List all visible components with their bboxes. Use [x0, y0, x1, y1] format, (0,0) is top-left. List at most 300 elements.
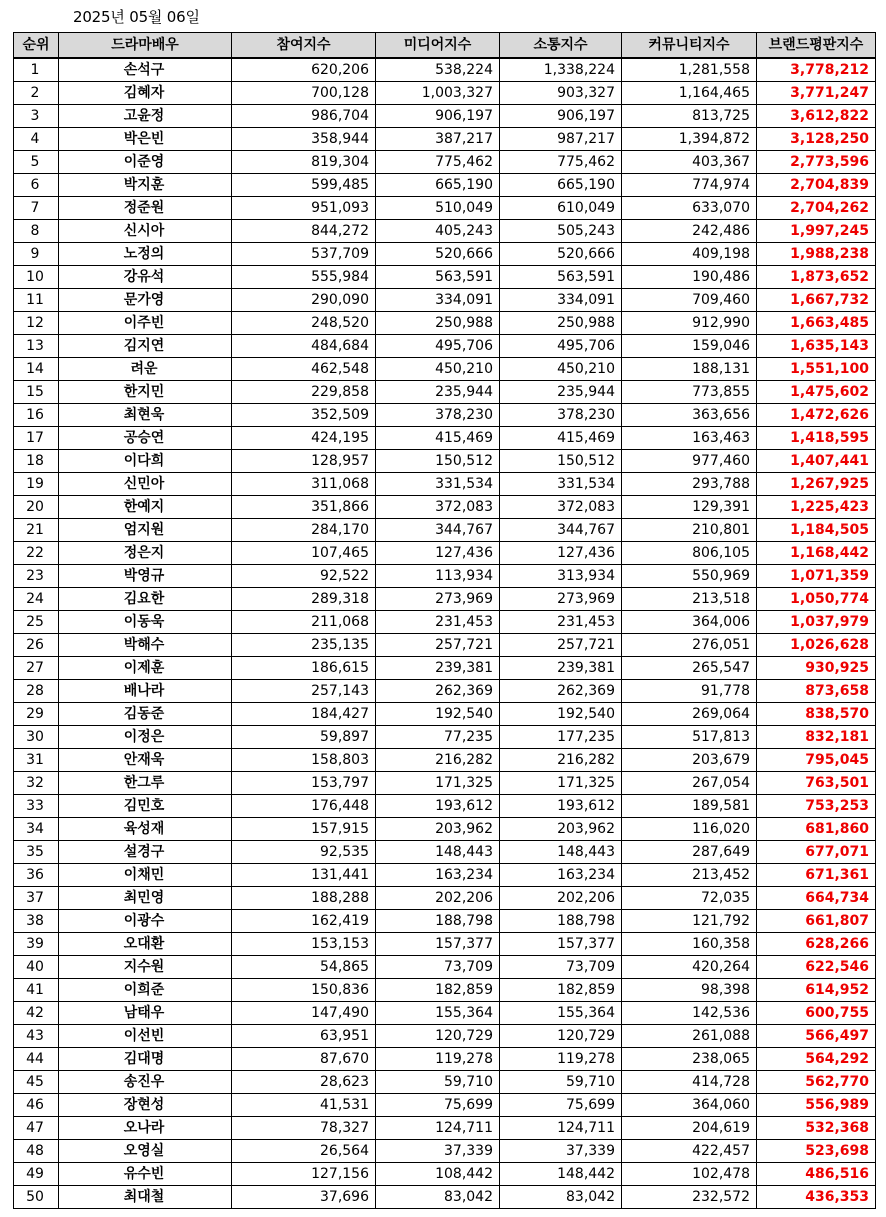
- cell-community-index: 189,581: [622, 795, 757, 818]
- table-row: [14, 657, 876, 680]
- cell-brand-reputation-index: 3,771,247: [757, 82, 876, 105]
- cell-brand-reputation-index: 2,704,262: [757, 197, 876, 220]
- cell-participation-index: 184,427: [232, 703, 376, 726]
- cell-rank: 16: [14, 404, 59, 427]
- table-row: [14, 979, 876, 1002]
- cell-actor-name: 엄지원: [59, 519, 232, 542]
- cell-brand-reputation-index: 562,770: [757, 1071, 876, 1094]
- cell-media-index: 257,721: [376, 634, 500, 657]
- cell-actor-name: 신민아: [59, 473, 232, 496]
- header-media-index: 미디어지수: [376, 33, 500, 59]
- cell-participation-index: 229,858: [232, 381, 376, 404]
- cell-actor-name: 공승연: [59, 427, 232, 450]
- cell-brand-reputation-index: 1,071,359: [757, 565, 876, 588]
- cell-community-index: 203,679: [622, 749, 757, 772]
- cell-brand-reputation-index: 566,497: [757, 1025, 876, 1048]
- cell-participation-index: 257,143: [232, 680, 376, 703]
- cell-actor-name: 이광수: [59, 910, 232, 933]
- cell-rank: 43: [14, 1025, 59, 1048]
- table-row: [14, 473, 876, 496]
- report-date: 2025년 05월 06일: [73, 8, 200, 26]
- cell-rank: 3: [14, 105, 59, 128]
- cell-communication-index: 378,230: [500, 404, 622, 427]
- cell-participation-index: 28,623: [232, 1071, 376, 1094]
- cell-participation-index: 290,090: [232, 289, 376, 312]
- cell-community-index: 210,801: [622, 519, 757, 542]
- cell-community-index: 267,054: [622, 772, 757, 795]
- cell-rank: 2: [14, 82, 59, 105]
- table-row: [14, 82, 876, 105]
- table-row: [14, 381, 876, 404]
- cell-brand-reputation-index: 1,026,628: [757, 634, 876, 657]
- cell-media-index: 231,453: [376, 611, 500, 634]
- cell-communication-index: 203,962: [500, 818, 622, 841]
- table-row: [14, 1163, 876, 1186]
- cell-participation-index: 462,548: [232, 358, 376, 381]
- cell-communication-index: 775,462: [500, 151, 622, 174]
- cell-media-index: 331,534: [376, 473, 500, 496]
- cell-rank: 13: [14, 335, 59, 358]
- cell-community-index: 163,463: [622, 427, 757, 450]
- table-row: [14, 1025, 876, 1048]
- cell-participation-index: 484,684: [232, 335, 376, 358]
- cell-actor-name: 박은빈: [59, 128, 232, 151]
- cell-community-index: 238,065: [622, 1048, 757, 1071]
- cell-communication-index: 331,534: [500, 473, 622, 496]
- cell-community-index: 188,131: [622, 358, 757, 381]
- cell-participation-index: 54,865: [232, 956, 376, 979]
- cell-actor-name: 안재욱: [59, 749, 232, 772]
- cell-community-index: 422,457: [622, 1140, 757, 1163]
- cell-media-index: 415,469: [376, 427, 500, 450]
- cell-rank: 4: [14, 128, 59, 151]
- cell-media-index: 73,709: [376, 956, 500, 979]
- cell-media-index: 155,364: [376, 1002, 500, 1025]
- cell-brand-reputation-index: 2,773,596: [757, 151, 876, 174]
- table-row: [14, 933, 876, 956]
- cell-participation-index: 844,272: [232, 220, 376, 243]
- cell-participation-index: 537,709: [232, 243, 376, 266]
- cell-participation-index: 176,448: [232, 795, 376, 818]
- cell-participation-index: 128,957: [232, 450, 376, 473]
- table-row: [14, 726, 876, 749]
- cell-brand-reputation-index: 2,704,839: [757, 174, 876, 197]
- header-participation-index: 참여지수: [232, 33, 376, 59]
- cell-actor-name: 한그루: [59, 772, 232, 795]
- cell-actor-name: 노정의: [59, 243, 232, 266]
- cell-communication-index: 313,934: [500, 565, 622, 588]
- cell-brand-reputation-index: 628,266: [757, 933, 876, 956]
- cell-brand-reputation-index: 600,755: [757, 1002, 876, 1025]
- cell-rank: 35: [14, 841, 59, 864]
- cell-community-index: 517,813: [622, 726, 757, 749]
- table-row: [14, 519, 876, 542]
- cell-media-index: 665,190: [376, 174, 500, 197]
- cell-community-index: 276,051: [622, 634, 757, 657]
- table-body: [14, 58, 876, 1209]
- cell-media-index: 216,282: [376, 749, 500, 772]
- cell-community-index: 265,547: [622, 657, 757, 680]
- cell-communication-index: 177,235: [500, 726, 622, 749]
- cell-rank: 10: [14, 266, 59, 289]
- cell-communication-index: 563,591: [500, 266, 622, 289]
- cell-rank: 33: [14, 795, 59, 818]
- cell-communication-index: 163,234: [500, 864, 622, 887]
- cell-brand-reputation-index: 661,807: [757, 910, 876, 933]
- table-row: [14, 1071, 876, 1094]
- cell-media-index: 150,512: [376, 450, 500, 473]
- table-row: [14, 404, 876, 427]
- header-row: [14, 33, 876, 59]
- table-row: [14, 634, 876, 657]
- cell-participation-index: 107,465: [232, 542, 376, 565]
- cell-community-index: 102,478: [622, 1163, 757, 1186]
- cell-community-index: 813,725: [622, 105, 757, 128]
- cell-brand-reputation-index: 532,368: [757, 1117, 876, 1140]
- cell-actor-name: 이제훈: [59, 657, 232, 680]
- cell-communication-index: 344,767: [500, 519, 622, 542]
- cell-brand-reputation-index: 486,516: [757, 1163, 876, 1186]
- cell-actor-name: 이동욱: [59, 611, 232, 634]
- table-row: [14, 565, 876, 588]
- cell-actor-name: 오대환: [59, 933, 232, 956]
- cell-rank: 44: [14, 1048, 59, 1071]
- cell-rank: 27: [14, 657, 59, 680]
- cell-rank: 42: [14, 1002, 59, 1025]
- table-row: [14, 1117, 876, 1140]
- cell-participation-index: 78,327: [232, 1117, 376, 1140]
- cell-community-index: 403,367: [622, 151, 757, 174]
- table-row: [14, 289, 876, 312]
- cell-rank: 30: [14, 726, 59, 749]
- cell-media-index: 334,091: [376, 289, 500, 312]
- table-row: [14, 1140, 876, 1163]
- cell-brand-reputation-index: 1,988,238: [757, 243, 876, 266]
- cell-actor-name: 최민영: [59, 887, 232, 910]
- cell-participation-index: 555,984: [232, 266, 376, 289]
- cell-media-index: 538,224: [376, 58, 500, 82]
- cell-actor-name: 박지훈: [59, 174, 232, 197]
- cell-brand-reputation-index: 873,658: [757, 680, 876, 703]
- cell-brand-reputation-index: 1,472,626: [757, 404, 876, 427]
- cell-participation-index: 186,615: [232, 657, 376, 680]
- cell-media-index: 202,206: [376, 887, 500, 910]
- cell-participation-index: 153,153: [232, 933, 376, 956]
- table-row: [14, 312, 876, 335]
- table-row: [14, 151, 876, 174]
- cell-community-index: 98,398: [622, 979, 757, 1002]
- cell-rank: 5: [14, 151, 59, 174]
- cell-rank: 19: [14, 473, 59, 496]
- cell-community-index: 269,064: [622, 703, 757, 726]
- cell-brand-reputation-index: 1,267,925: [757, 473, 876, 496]
- cell-communication-index: 415,469: [500, 427, 622, 450]
- cell-actor-name: 강유석: [59, 266, 232, 289]
- table-row: [14, 496, 876, 519]
- cell-media-index: 250,988: [376, 312, 500, 335]
- table-row: [14, 266, 876, 289]
- cell-rank: 36: [14, 864, 59, 887]
- table-row: [14, 174, 876, 197]
- cell-brand-reputation-index: 763,501: [757, 772, 876, 795]
- cell-brand-reputation-index: 1,873,652: [757, 266, 876, 289]
- cell-media-index: 563,591: [376, 266, 500, 289]
- cell-community-index: 364,006: [622, 611, 757, 634]
- cell-actor-name: 설경구: [59, 841, 232, 864]
- cell-participation-index: 358,944: [232, 128, 376, 151]
- cell-community-index: 142,536: [622, 1002, 757, 1025]
- cell-community-index: 1,394,872: [622, 128, 757, 151]
- cell-participation-index: 188,288: [232, 887, 376, 910]
- cell-actor-name: 이희준: [59, 979, 232, 1002]
- cell-media-index: 450,210: [376, 358, 500, 381]
- table-row: [14, 818, 876, 841]
- cell-rank: 31: [14, 749, 59, 772]
- cell-participation-index: 127,156: [232, 1163, 376, 1186]
- cell-actor-name: 김민호: [59, 795, 232, 818]
- cell-media-index: 372,083: [376, 496, 500, 519]
- cell-media-index: 182,859: [376, 979, 500, 1002]
- table-row: [14, 795, 876, 818]
- cell-brand-reputation-index: 930,925: [757, 657, 876, 680]
- cell-actor-name: 오영실: [59, 1140, 232, 1163]
- cell-actor-name: 장현성: [59, 1094, 232, 1117]
- cell-media-index: 188,798: [376, 910, 500, 933]
- cell-community-index: 550,969: [622, 565, 757, 588]
- cell-rank: 12: [14, 312, 59, 335]
- cell-brand-reputation-index: 795,045: [757, 749, 876, 772]
- cell-rank: 18: [14, 450, 59, 473]
- cell-brand-reputation-index: 1,225,423: [757, 496, 876, 519]
- cell-media-index: 405,243: [376, 220, 500, 243]
- cell-rank: 26: [14, 634, 59, 657]
- cell-media-index: 192,540: [376, 703, 500, 726]
- cell-participation-index: 162,419: [232, 910, 376, 933]
- cell-community-index: 1,281,558: [622, 58, 757, 82]
- cell-rank: 21: [14, 519, 59, 542]
- cell-communication-index: 216,282: [500, 749, 622, 772]
- cell-community-index: 293,788: [622, 473, 757, 496]
- cell-actor-name: 려운: [59, 358, 232, 381]
- cell-communication-index: 148,442: [500, 1163, 622, 1186]
- table-row: [14, 887, 876, 910]
- cell-actor-name: 이주빈: [59, 312, 232, 335]
- table-row: [14, 611, 876, 634]
- table-row: [14, 358, 876, 381]
- cell-rank: 24: [14, 588, 59, 611]
- cell-brand-reputation-index: 832,181: [757, 726, 876, 749]
- cell-community-index: 129,391: [622, 496, 757, 519]
- cell-participation-index: 235,135: [232, 634, 376, 657]
- cell-rank: 1: [14, 58, 59, 82]
- cell-participation-index: 248,520: [232, 312, 376, 335]
- cell-communication-index: 262,369: [500, 680, 622, 703]
- table-row: [14, 1094, 876, 1117]
- cell-actor-name: 이선빈: [59, 1025, 232, 1048]
- cell-participation-index: 158,803: [232, 749, 376, 772]
- cell-community-index: 773,855: [622, 381, 757, 404]
- table-row: [14, 243, 876, 266]
- cell-communication-index: 124,711: [500, 1117, 622, 1140]
- cell-media-index: 37,339: [376, 1140, 500, 1163]
- table-row: [14, 772, 876, 795]
- cell-rank: 7: [14, 197, 59, 220]
- cell-actor-name: 이채민: [59, 864, 232, 887]
- cell-communication-index: 987,217: [500, 128, 622, 151]
- cell-rank: 41: [14, 979, 59, 1002]
- cell-participation-index: 63,951: [232, 1025, 376, 1048]
- cell-actor-name: 박영규: [59, 565, 232, 588]
- cell-brand-reputation-index: 1,667,732: [757, 289, 876, 312]
- cell-communication-index: 171,325: [500, 772, 622, 795]
- cell-media-index: 906,197: [376, 105, 500, 128]
- cell-media-index: 193,612: [376, 795, 500, 818]
- cell-community-index: 977,460: [622, 450, 757, 473]
- cell-brand-reputation-index: 681,860: [757, 818, 876, 841]
- cell-communication-index: 372,083: [500, 496, 622, 519]
- cell-community-index: 190,486: [622, 266, 757, 289]
- cell-communication-index: 193,612: [500, 795, 622, 818]
- cell-rank: 14: [14, 358, 59, 381]
- cell-participation-index: 41,531: [232, 1094, 376, 1117]
- cell-community-index: 709,460: [622, 289, 757, 312]
- cell-brand-reputation-index: 614,952: [757, 979, 876, 1002]
- table-row: [14, 1002, 876, 1025]
- cell-actor-name: 정은지: [59, 542, 232, 565]
- cell-participation-index: 284,170: [232, 519, 376, 542]
- table-row: [14, 588, 876, 611]
- table-row: [14, 841, 876, 864]
- cell-communication-index: 120,729: [500, 1025, 622, 1048]
- cell-communication-index: 903,327: [500, 82, 622, 105]
- cell-media-index: 520,666: [376, 243, 500, 266]
- cell-brand-reputation-index: 838,570: [757, 703, 876, 726]
- cell-media-index: 378,230: [376, 404, 500, 427]
- cell-rank: 50: [14, 1186, 59, 1209]
- table-row: [14, 1048, 876, 1071]
- cell-actor-name: 김혜자: [59, 82, 232, 105]
- cell-community-index: 1,164,465: [622, 82, 757, 105]
- cell-actor-name: 문가영: [59, 289, 232, 312]
- cell-brand-reputation-index: 1,551,100: [757, 358, 876, 381]
- table-row: [14, 335, 876, 358]
- cell-communication-index: 75,699: [500, 1094, 622, 1117]
- cell-participation-index: 311,068: [232, 473, 376, 496]
- cell-participation-index: 157,915: [232, 818, 376, 841]
- cell-communication-index: 119,278: [500, 1048, 622, 1071]
- cell-brand-reputation-index: 677,071: [757, 841, 876, 864]
- cell-actor-name: 이준영: [59, 151, 232, 174]
- cell-media-index: 510,049: [376, 197, 500, 220]
- cell-communication-index: 231,453: [500, 611, 622, 634]
- cell-rank: 37: [14, 887, 59, 910]
- table-row: [14, 680, 876, 703]
- cell-participation-index: 92,522: [232, 565, 376, 588]
- cell-community-index: 204,619: [622, 1117, 757, 1140]
- cell-media-index: 59,710: [376, 1071, 500, 1094]
- cell-community-index: 409,198: [622, 243, 757, 266]
- cell-brand-reputation-index: 1,635,143: [757, 335, 876, 358]
- cell-participation-index: 87,670: [232, 1048, 376, 1071]
- cell-rank: 29: [14, 703, 59, 726]
- cell-rank: 28: [14, 680, 59, 703]
- table-row: [14, 910, 876, 933]
- table-header: [14, 33, 876, 59]
- header-communication-index: 소통지수: [500, 33, 622, 59]
- cell-brand-reputation-index: 1,168,442: [757, 542, 876, 565]
- table-row: [14, 749, 876, 772]
- cell-community-index: 261,088: [622, 1025, 757, 1048]
- cell-brand-reputation-index: 1,418,595: [757, 427, 876, 450]
- cell-actor-name: 육성재: [59, 818, 232, 841]
- cell-participation-index: 700,128: [232, 82, 376, 105]
- cell-communication-index: 155,364: [500, 1002, 622, 1025]
- cell-rank: 17: [14, 427, 59, 450]
- cell-participation-index: 211,068: [232, 611, 376, 634]
- cell-media-index: 1,003,327: [376, 82, 500, 105]
- cell-brand-reputation-index: 664,734: [757, 887, 876, 910]
- cell-community-index: 242,486: [622, 220, 757, 243]
- cell-rank: 25: [14, 611, 59, 634]
- cell-actor-name: 김대명: [59, 1048, 232, 1071]
- cell-community-index: 121,792: [622, 910, 757, 933]
- cell-media-index: 163,234: [376, 864, 500, 887]
- cell-rank: 34: [14, 818, 59, 841]
- cell-community-index: 91,778: [622, 680, 757, 703]
- cell-media-index: 75,699: [376, 1094, 500, 1117]
- cell-communication-index: 192,540: [500, 703, 622, 726]
- cell-community-index: 232,572: [622, 1186, 757, 1209]
- cell-community-index: 364,060: [622, 1094, 757, 1117]
- cell-rank: 49: [14, 1163, 59, 1186]
- table-row: [14, 58, 876, 82]
- cell-brand-reputation-index: 3,778,212: [757, 58, 876, 82]
- cell-actor-name: 손석구: [59, 58, 232, 82]
- cell-actor-name: 김지연: [59, 335, 232, 358]
- cell-brand-reputation-index: 564,292: [757, 1048, 876, 1071]
- cell-community-index: 116,020: [622, 818, 757, 841]
- cell-participation-index: 599,485: [232, 174, 376, 197]
- cell-actor-name: 김요한: [59, 588, 232, 611]
- table-row: [14, 956, 876, 979]
- cell-communication-index: 450,210: [500, 358, 622, 381]
- cell-rank: 46: [14, 1094, 59, 1117]
- cell-communication-index: 334,091: [500, 289, 622, 312]
- cell-rank: 11: [14, 289, 59, 312]
- cell-actor-name: 최현욱: [59, 404, 232, 427]
- table-row: [14, 105, 876, 128]
- cell-actor-name: 이다희: [59, 450, 232, 473]
- cell-brand-reputation-index: 1,037,979: [757, 611, 876, 634]
- cell-communication-index: 906,197: [500, 105, 622, 128]
- cell-community-index: 414,728: [622, 1071, 757, 1094]
- cell-rank: 20: [14, 496, 59, 519]
- cell-communication-index: 610,049: [500, 197, 622, 220]
- cell-actor-name: 박해수: [59, 634, 232, 657]
- cell-media-index: 273,969: [376, 588, 500, 611]
- cell-brand-reputation-index: 556,989: [757, 1094, 876, 1117]
- cell-brand-reputation-index: 1,184,505: [757, 519, 876, 542]
- cell-rank: 45: [14, 1071, 59, 1094]
- cell-brand-reputation-index: 436,353: [757, 1186, 876, 1209]
- cell-participation-index: 352,509: [232, 404, 376, 427]
- cell-communication-index: 182,859: [500, 979, 622, 1002]
- cell-actor-name: 배나라: [59, 680, 232, 703]
- cell-rank: 38: [14, 910, 59, 933]
- cell-community-index: 363,656: [622, 404, 757, 427]
- cell-community-index: 912,990: [622, 312, 757, 335]
- cell-media-index: 124,711: [376, 1117, 500, 1140]
